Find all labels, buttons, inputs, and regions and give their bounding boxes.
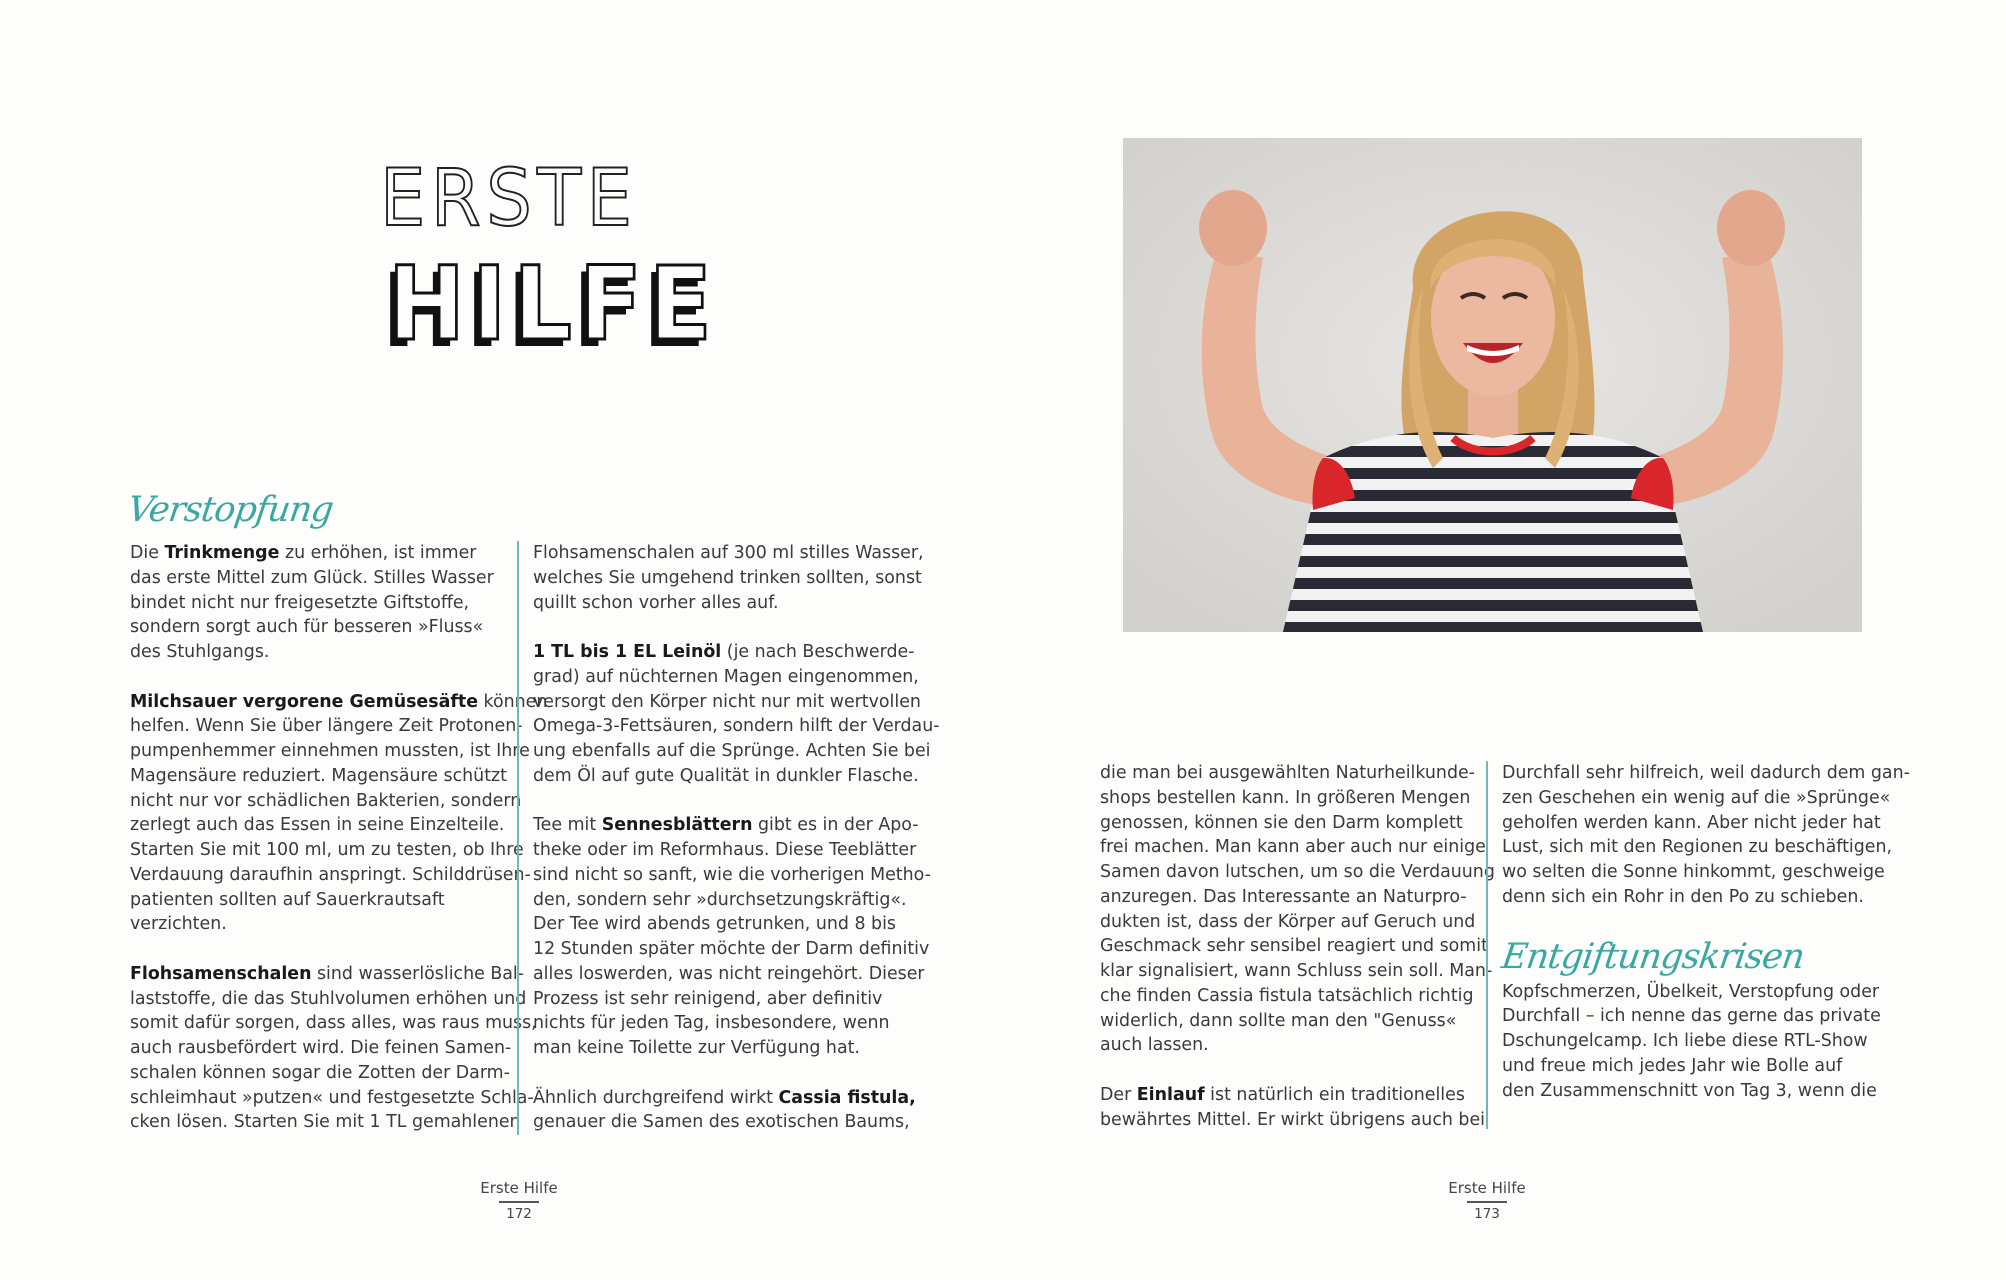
left-column-1 [130, 541, 547, 1135]
running-footer-label: Erste Hilfe [1448, 1179, 1526, 1197]
paragraph-cassia-cont: die man bei ausgewählten Naturheilkunde- shops bestellen kann. In größeren Mengen genossen, können sie den Darm komplett frei machen. Man kann aber auch nur einige Samen davon lutschen, um so die Verdauung anzuregen. Das Interessante an Naturpro- dukten ist, dass der Körper auf Geruch und Geschmack sehr sensibel reagiert und somit klar signalisiert, wann Schluss sein soll. Man- che finden Cassia fistula tatsächlich richtig widerlich, dann sollte man den "Genuss« auch lassen. [1100, 763, 1495, 1056]
paragraph-flohsamenschalen: Flohsamenschalen sind wasserlösliche Bal- laststoffe, die das Stuhlvolumen erhöhen und somit dafür sorgen, dass alles, was raus muss, auch rausbefördert wird. Die feinen Samen- schalen können sogar die Zotten der Darm- schleimhaut »putzen« und festgesetzte Schla- cken lösen. Starten Sie mit 1 TL gemahlenen [130, 963, 537, 1133]
paragraph-einlauf: Der Einlauf ist natürlich ein traditionelles bewährtes Mittel. Er wirkt übrigens auch bei [1100, 1084, 1485, 1130]
title-line-hilfe: HILFE [388, 245, 719, 364]
footer-divider [499, 1201, 539, 1203]
paragraph-leinoel: 1 TL bis 1 EL Leinöl (je nach Beschwerde- grad) auf nüchternen Magen eingenommen, versorgt den Körper nicht nur mit wertvollen Omega-3-Fettsäuren, sondern hilft der Verdau- ung ebenfalls auf die Sprünge. Achten Sie bei dem Öl auf gute Qualität in dunkler Flasche. [533, 642, 940, 786]
paragraph-entgiftung: Kopfschmerzen, Übelkeit, Verstopfung oder Durchfall – ich nenne das gerne das private Dschungelcamp. Ich liebe diese RTL-Show und freue mich jedes Jahr wie Bolle auf den Zusammenschnitt von Tag 3, wenn die [1502, 981, 1881, 1101]
paragraph-cassia: Ähnlich durchgreifend wirkt Cassia fistula, genauer die Samen des exotischen Baums, [533, 1087, 916, 1133]
right-column-2 [1486, 761, 1910, 1129]
page-number: 173 [1474, 1206, 1500, 1222]
chapter-title [380, 154, 756, 364]
paragraph-sennesblaetter: Tee mit Sennesblättern gibt es in der Apo- theke oder im Reformhaus. Diese Teeblätter sind nicht so sanft, wie die vorherigen Metho- den, sondern sehr »durchsetzungskräftig«. Der Tee wird abends getrunken, und 8 bis 12 Stunden später möchte der Darm definitiv alles loswerden, was nicht reingehört. Dieser Prozess ist sehr reinigend, aber definitiv nichts für jeden Tag, insbesondere, wenn man keine Toilette zur Verfügung hat. [533, 815, 931, 1058]
running-footer-label: Erste Hilfe [480, 1179, 558, 1197]
right-page-footer [1427, 1179, 1547, 1222]
footer-divider [1467, 1201, 1507, 1203]
paragraph-einlauf-cont: Durchfall sehr hilfreich, weil dadurch dem gan- zen Geschehen ein wenig auf die »Sprünge« geholfen werden kann. Aber nicht jeder hat Lust, sich mit den Regionen zu beschäftigen, wo selten die Sonne hinkommt, geschweige denn sich ein Rohr in den Po zu schieben. [1502, 763, 1910, 907]
paragraph-trinkmenge: Die Trinkmenge zu erhöhen, ist immer das erste Mittel zum Glück. Stilles Wasser bindet nicht nur freigesetzte Giftstoffe, sondern sorgt auch für besseren »Fluss« des Stuhlgangs. [130, 543, 494, 662]
left-page-footer [459, 1179, 579, 1222]
page-number: 172 [506, 1206, 532, 1222]
section-heading-verstopfung: Verstopfung [125, 490, 336, 530]
section-heading-entgiftungskrisen: Entgiftungskrisen [1499, 936, 1807, 977]
right-column-1 [1100, 761, 1495, 1132]
paragraph-gemuesesaefte: Milchsauer vergorene Gemüsesäfte können helfen. Wenn Sie über längere Zeit Protonen- pumpenhemmer einnehmen mussten, ist Ihre Magensäure reduziert. Magensäure schützt nicht nur vor schädlichen Bakterien, sondern zerlegt auch das Essen in seine Einzelteile. Starten Sie mit 100 ml, um zu testen, ob Ihre Verdauung daraufhin anspringt. Schilddrüsen- patienten sollten auf Sauerkrautsaft verzichten. [130, 691, 548, 935]
photo-illustration [1123, 138, 1862, 632]
title-line-erste: ERSTE [380, 154, 638, 244]
paragraph-flohsamen-cont: Flohsamenschalen auf 300 ml stilles Wasser, welches Sie umgehend trinken sollten, sonst quillt schon vorher alles auf. [533, 543, 924, 613]
woman-flexing-photo [1123, 138, 1862, 632]
left-column-2 [517, 541, 940, 1135]
right-page [1003, 0, 2006, 1280]
